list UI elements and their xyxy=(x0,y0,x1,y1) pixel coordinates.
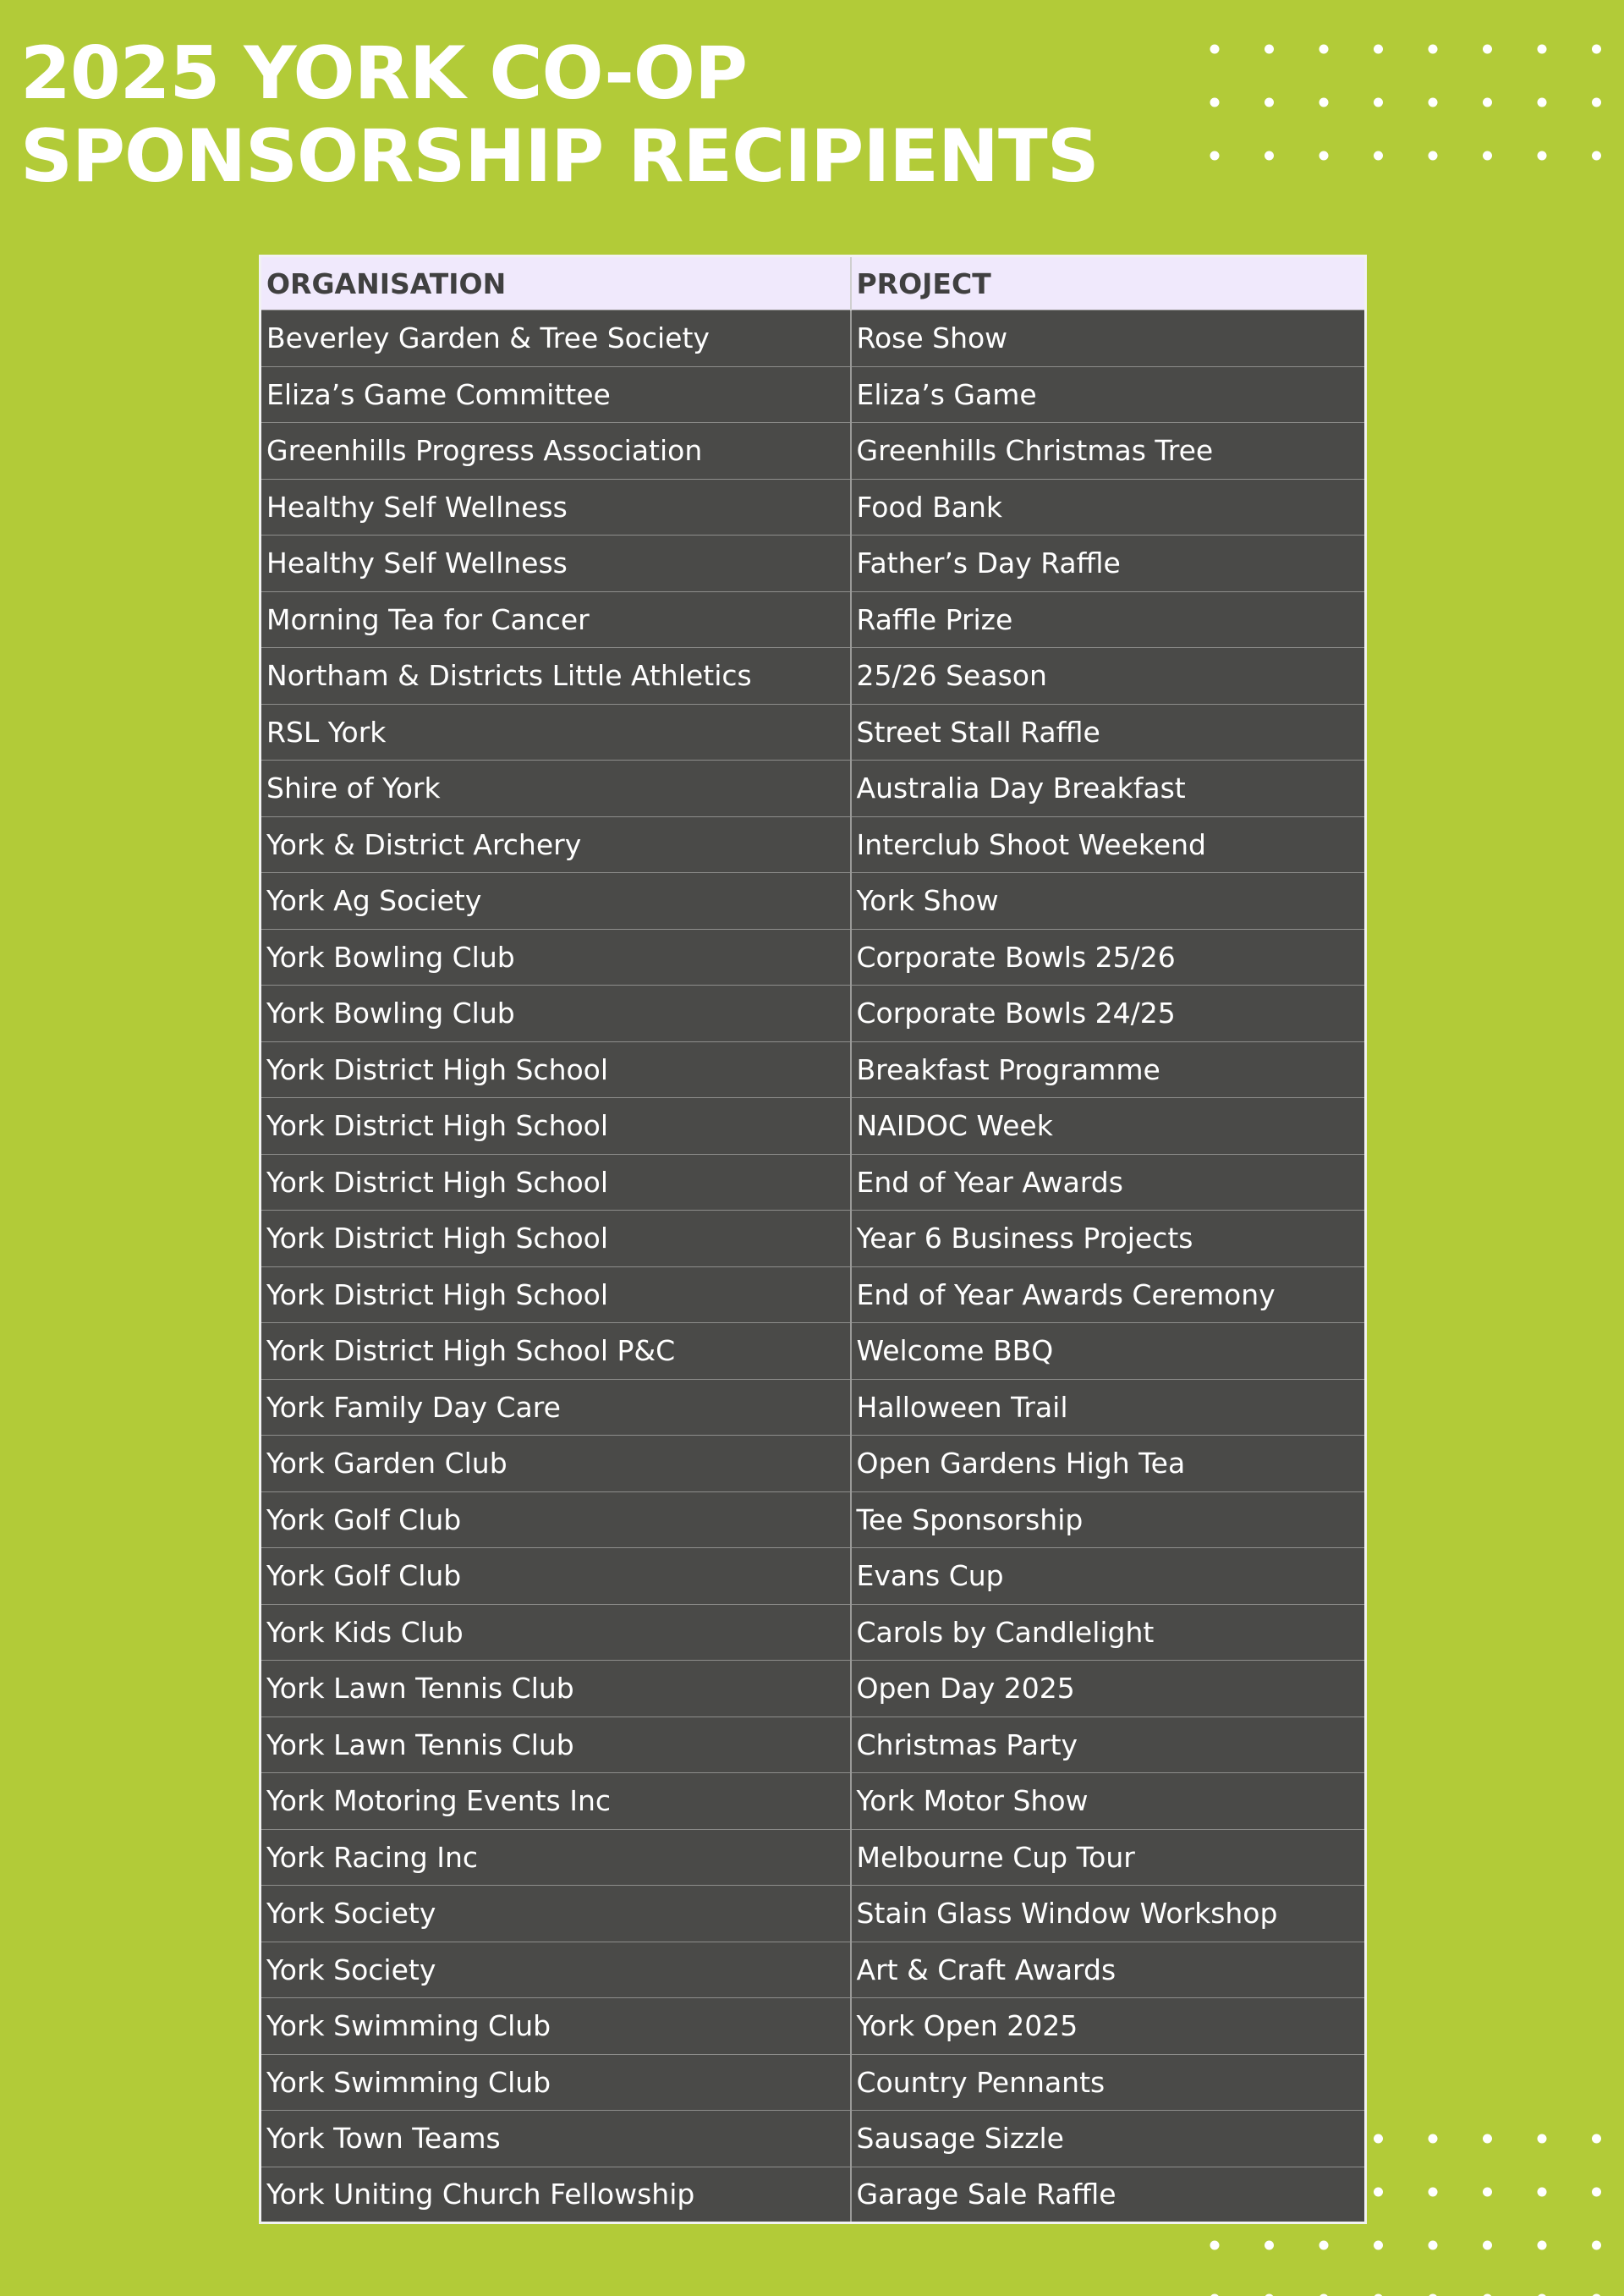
decorative-dot xyxy=(1320,45,1329,54)
project-cell: York Show xyxy=(851,873,1366,930)
table-row xyxy=(261,1942,1366,1998)
decorative-dot xyxy=(1374,151,1383,161)
decorative-dot xyxy=(1374,2134,1383,2144)
organisation-cell: York Golf Club xyxy=(261,1548,851,1605)
decorative-dot xyxy=(1265,151,1274,161)
table-row xyxy=(261,591,1366,648)
organisation-cell: York Golf Club xyxy=(261,1491,851,1548)
project-cell: Halloween Trail xyxy=(851,1379,1366,1436)
decorative-dots-top xyxy=(1201,41,1624,168)
column-header-organisation: ORGANISATION xyxy=(261,256,851,310)
decorative-dot xyxy=(1320,151,1329,161)
project-cell: Carols by Candlelight xyxy=(851,1604,1366,1661)
organisation-cell: York Lawn Tennis Club xyxy=(261,1717,851,1773)
table-row xyxy=(261,2054,1366,2111)
decorative-dot xyxy=(1483,98,1492,107)
organisation-cell: York Society xyxy=(261,1886,851,1942)
page-title xyxy=(20,32,1099,198)
project-cell: Sausage Sizzle xyxy=(851,2111,1366,2167)
project-cell: Eliza’s Game xyxy=(851,366,1366,423)
title-line-1: 2025 YORK CO-OP xyxy=(20,31,748,116)
table-row xyxy=(261,1041,1366,1098)
table-row xyxy=(261,761,1366,817)
table-row xyxy=(261,873,1366,930)
decorative-dot xyxy=(1483,2134,1492,2144)
table-row xyxy=(261,1491,1366,1548)
decorative-dot xyxy=(1429,2134,1438,2144)
project-cell: Garage Sale Raffle xyxy=(851,2167,1366,2223)
project-cell: Art & Craft Awards xyxy=(851,1942,1366,1998)
table-row xyxy=(261,366,1366,423)
table-row xyxy=(261,1717,1366,1773)
project-cell: Father’s Day Raffle xyxy=(851,536,1366,592)
organisation-cell: York Racing Inc xyxy=(261,1829,851,1886)
organisation-cell: York Family Day Care xyxy=(261,1379,851,1436)
decorative-dot xyxy=(1538,98,1547,107)
decorative-dot xyxy=(1265,45,1274,54)
table-row xyxy=(261,310,1366,367)
project-cell: Corporate Bowls 24/25 xyxy=(851,986,1366,1042)
organisation-cell: York Bowling Club xyxy=(261,929,851,986)
table-row xyxy=(261,1154,1366,1211)
organisation-cell: Northam & Districts Little Athletics xyxy=(261,648,851,705)
project-cell: Food Bank xyxy=(851,479,1366,536)
table-row xyxy=(261,1436,1366,1492)
decorative-dot xyxy=(1592,151,1601,161)
project-cell: York Open 2025 xyxy=(851,1998,1366,2055)
decorative-dot xyxy=(1265,98,1274,107)
decorative-dot xyxy=(1483,2241,1492,2250)
project-cell: 25/26 Season xyxy=(851,648,1366,705)
project-cell: Breakfast Programme xyxy=(851,1041,1366,1098)
project-cell: Australia Day Breakfast xyxy=(851,761,1366,817)
table-header-row xyxy=(261,256,1366,310)
decorative-dot xyxy=(1538,2134,1547,2144)
organisation-cell: Healthy Self Wellness xyxy=(261,536,851,592)
organisation-cell: York District High School xyxy=(261,1098,851,1155)
decorative-dot xyxy=(1210,45,1220,54)
project-cell: End of Year Awards xyxy=(851,1154,1366,1211)
decorative-dot xyxy=(1592,2188,1601,2197)
title-line-2: SPONSORSHIP RECIPIENTS xyxy=(20,114,1099,199)
decorative-dot xyxy=(1374,2241,1383,2250)
project-cell: Interclub Shoot Weekend xyxy=(851,816,1366,873)
organisation-cell: Morning Tea for Cancer xyxy=(261,591,851,648)
decorative-dot xyxy=(1429,45,1438,54)
table-row xyxy=(261,1266,1366,1323)
project-cell: End of Year Awards Ceremony xyxy=(851,1266,1366,1323)
organisation-cell: York Kids Club xyxy=(261,1604,851,1661)
organisation-cell: York District High School P&C xyxy=(261,1323,851,1380)
project-cell: York Motor Show xyxy=(851,1773,1366,1830)
decorative-dot xyxy=(1592,2134,1601,2144)
project-cell: Raffle Prize xyxy=(851,591,1366,648)
decorative-dot xyxy=(1374,98,1383,107)
organisation-cell: York Society xyxy=(261,1942,851,1998)
decorative-dot xyxy=(1429,2188,1438,2197)
decorative-dot xyxy=(1320,98,1329,107)
organisation-cell: Shire of York xyxy=(261,761,851,817)
table-row xyxy=(261,1773,1366,1830)
organisation-cell: RSL York xyxy=(261,704,851,761)
decorative-dot xyxy=(1538,45,1547,54)
project-cell: Christmas Party xyxy=(851,1717,1366,1773)
project-cell: Street Stall Raffle xyxy=(851,704,1366,761)
table-row xyxy=(261,1379,1366,1436)
decorative-dot xyxy=(1429,151,1438,161)
table-row xyxy=(261,1998,1366,2055)
table-row xyxy=(261,1829,1366,1886)
organisation-cell: York Town Teams xyxy=(261,2111,851,2167)
organisation-cell: York Lawn Tennis Club xyxy=(261,1661,851,1717)
project-cell: Rose Show xyxy=(851,310,1366,367)
project-cell: Tee Sponsorship xyxy=(851,1491,1366,1548)
decorative-dot xyxy=(1320,2241,1329,2250)
organisation-cell: York Motoring Events Inc xyxy=(261,1773,851,1830)
organisation-cell: Healthy Self Wellness xyxy=(261,479,851,536)
table-row xyxy=(261,536,1366,592)
table-row xyxy=(261,929,1366,986)
decorative-dot xyxy=(1429,2241,1438,2250)
project-cell: Melbourne Cup Tour xyxy=(851,1829,1366,1886)
project-cell: Greenhills Christmas Tree xyxy=(851,423,1366,480)
decorative-dot xyxy=(1483,151,1492,161)
project-cell: Open Gardens High Tea xyxy=(851,1436,1366,1492)
organisation-cell: York District High School xyxy=(261,1154,851,1211)
decorative-dot xyxy=(1265,2241,1274,2250)
decorative-dot xyxy=(1429,98,1438,107)
table-row xyxy=(261,704,1366,761)
decorative-dot xyxy=(1538,2241,1547,2250)
organisation-cell: Greenhills Progress Association xyxy=(261,423,851,480)
project-cell: Welcome BBQ xyxy=(851,1323,1366,1380)
project-cell: Stain Glass Window Workshop xyxy=(851,1886,1366,1942)
table-row xyxy=(261,2111,1366,2167)
table-row xyxy=(261,1661,1366,1717)
table-row xyxy=(261,423,1366,480)
organisation-cell: York Uniting Church Fellowship xyxy=(261,2167,851,2223)
decorative-dot xyxy=(1210,151,1220,161)
decorative-dot xyxy=(1374,2188,1383,2197)
decorative-dot xyxy=(1210,98,1220,107)
decorative-dot xyxy=(1483,45,1492,54)
organisation-cell: York Swimming Club xyxy=(261,1998,851,2055)
decorative-dot xyxy=(1374,45,1383,54)
organisation-cell: Eliza’s Game Committee xyxy=(261,366,851,423)
sponsorship-table xyxy=(259,255,1367,2224)
table-row xyxy=(261,816,1366,873)
sponsorship-table-container xyxy=(259,255,1364,2224)
project-cell: Open Day 2025 xyxy=(851,1661,1366,1717)
decorative-dot xyxy=(1592,45,1601,54)
organisation-cell: York District High School xyxy=(261,1211,851,1267)
organisation-cell: York & District Archery xyxy=(261,816,851,873)
organisation-cell: Beverley Garden & Tree Society xyxy=(261,310,851,367)
decorative-dot xyxy=(1538,2188,1547,2197)
column-header-project: PROJECT xyxy=(851,256,1366,310)
organisation-cell: York District High School xyxy=(261,1266,851,1323)
table-row xyxy=(261,2167,1366,2223)
table-row xyxy=(261,1211,1366,1267)
organisation-cell: York Bowling Club xyxy=(261,986,851,1042)
decorative-dot xyxy=(1592,2241,1601,2250)
project-cell: Evans Cup xyxy=(851,1548,1366,1605)
table-row xyxy=(261,1886,1366,1942)
table-row xyxy=(261,1098,1366,1155)
table-row xyxy=(261,986,1366,1042)
table-body xyxy=(261,310,1366,2223)
decorative-dot xyxy=(1210,2241,1220,2250)
project-cell: Country Pennants xyxy=(851,2054,1366,2111)
project-cell: NAIDOC Week xyxy=(851,1098,1366,1155)
decorative-dot xyxy=(1538,151,1547,161)
decorative-dot xyxy=(1592,98,1601,107)
organisation-cell: York Swimming Club xyxy=(261,2054,851,2111)
organisation-cell: York Ag Society xyxy=(261,873,851,930)
organisation-cell: York District High School xyxy=(261,1041,851,1098)
table-row xyxy=(261,479,1366,536)
table-row xyxy=(261,648,1366,705)
project-cell: Corporate Bowls 25/26 xyxy=(851,929,1366,986)
table-row xyxy=(261,1548,1366,1605)
organisation-cell: York Garden Club xyxy=(261,1436,851,1492)
project-cell: Year 6 Business Projects xyxy=(851,1211,1366,1267)
table-row xyxy=(261,1604,1366,1661)
decorative-dot xyxy=(1483,2188,1492,2197)
table-row xyxy=(261,1323,1366,1380)
